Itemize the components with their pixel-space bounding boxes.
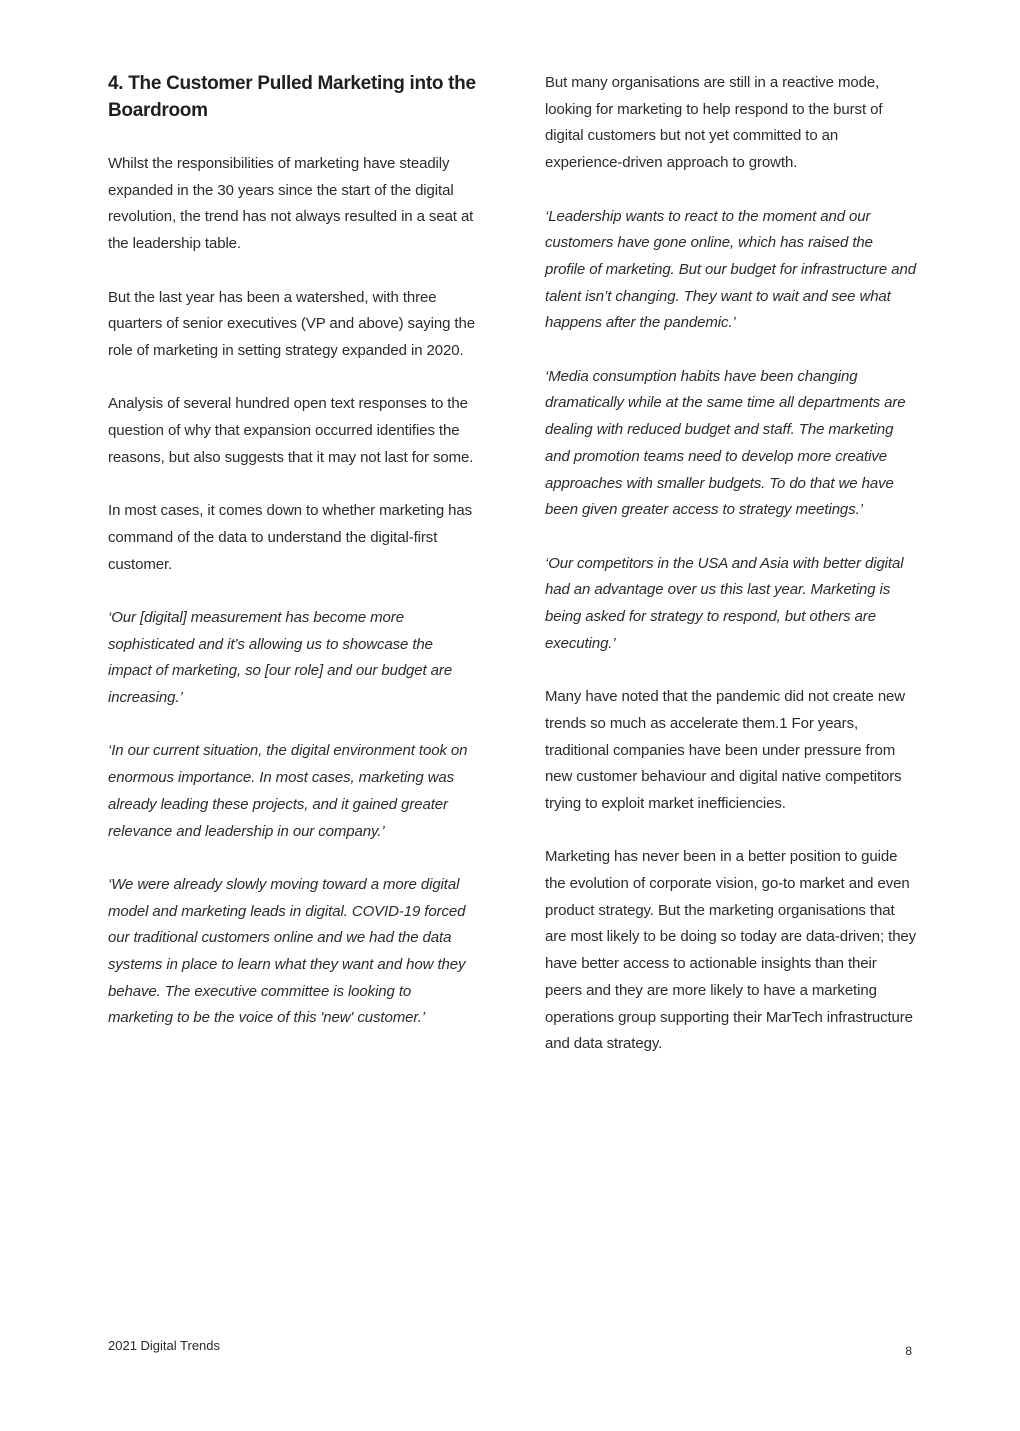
paragraph-pandemic-trends: Many have noted that the pandemic did not create new trends so much as accelerate them.1 For years, traditional companies have been under pressure from new customer behaviour and digital native competitors trying to exploit market inefficiencies. [545,688,906,812]
page-number: 8 [905,1344,912,1358]
paragraph-reactive-mode: But many organisations are still in a reactive mode, looking for marketing to help respond to the burst of digital customers but not yet committed to an experience-driven approach to growth. [545,74,883,172]
quote-covid-customers: ‘We were already slowly moving toward a more digital model and marketing leads in digital. COVID-19 forced our traditional customers online and we had the data systems in place to learn what they want and how they behave. The executive committee is looking to marketing to be the voice of this 'new' customer.’ [108,875,466,1027]
paragraph-watershed: But the last year has been a watershed, with three quarters of senior executives (VP and above) saying the role of marketing in setting strategy expanded in 2020. [108,288,475,359]
quote-media-consumption: ‘Media consumption habits have been changing dramatically while at the same time all departments are dealing with reduced budget and staff. The marketing and promotion teams need to develop more creative approaches with smaller budgets. To do that we have been given greater access to strategy meetings.’ [545,367,906,519]
quote-leadership: ‘Leadership wants to react to the moment and our customers have gone online, which has raised the profile of marketing. But our budget for infrastructure and talent isn’t changing. They want to wait and see what happens after the pandemic.’ [545,207,916,332]
right-column [545,70,917,1085]
section-heading: 4. The Customer Pulled Marketing into the Boardroom [108,73,476,121]
quote-measurement: ‘Our [digital] measurement has become more sophisticated and it’s allowing us to showcase the impact of marketing, so [our role] and our budget are increasing.’ [108,608,453,706]
footer-title: 2021 Digital Trends [108,1338,221,1353]
quote-competitors: ‘Our competitors in the USA and Asia with better digital had an advantage over us this last year. Marketing is being asked for strategy to respond, but others are executing.’ [545,554,904,652]
left-column [108,70,480,1059]
paragraph-analysis: Analysis of several hundred open text responses to the question of why that expansion occurred identifies the reasons, but also suggests that it may not last for some. [108,395,474,466]
paragraph-data-command: In most cases, it comes down to whether marketing has command of the data to understand the digital-first customer. [108,502,473,573]
paragraph-responsibilities: Whilst the responsibilities of marketing have steadily expanded in the 30 years since the start of the digital revolution, the trend has not always resulted in a seat at the leadership table. [108,155,474,253]
quote-digital-environment: ‘In our current situation, the digital environment took on enormous importance. In most cases, marketing was already leading these projects, and it gained greater relevance and leadership in our company.’ [108,742,468,840]
paragraph-better-position: Marketing has never been in a better position to guide the evolution of corporate vision, go-to market and even product strategy. But the marketing organisations that are most likely to be doing so today are data-driven; they have better access to actionable insights than their peers and they are more likely to have a marketing operations group supporting their MarTech infrastructure and data strategy. [545,848,917,1053]
